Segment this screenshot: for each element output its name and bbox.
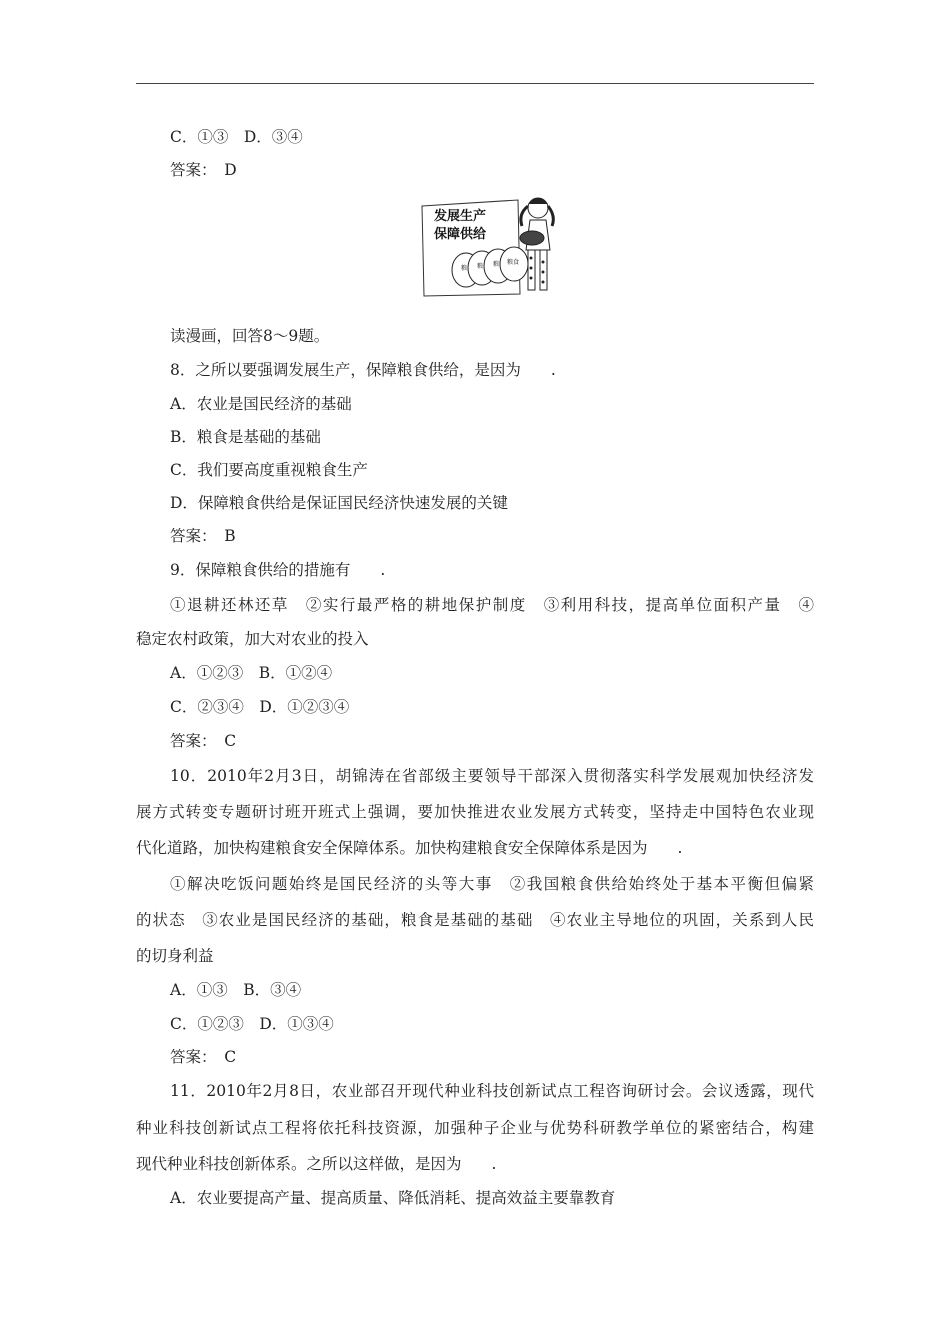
q11-stem-line3: 现代种业科技创新体系。之所以这样做，是因为 . [136,1155,497,1173]
q10-items-line1: ①解决吃饭问题始终是国民经济的头等大事 ②我国粮食供给始终处于基本平衡但偏紧 [170,875,814,893]
q8-stem-text: 8．之所以要强调发展生产，保障粮食供给，是因为 [170,361,521,379]
q9-items-line2: 稳定农村政策，加大对农业的投入 [136,630,369,648]
q8-option-b: B．粮食是基础的基础 [170,428,321,446]
q11-option-a: A．农业要提高产量、提高质量、降低消耗、提高效益主要靠教育 [170,1189,616,1207]
q9-stem: 9．保障粮食供给的措施有 . [170,561,386,579]
cartoon-image [420,188,556,298]
q9-stem-text: 9．保障粮食供给的措施有 [170,561,351,579]
q10-options-cd: C．①②③ D．①③④ [170,1015,334,1033]
bag-label-1: 粮 [461,265,468,272]
read-comic-intro: 读漫画，回答8～9题。 [170,327,330,345]
q9-answer: 答案： C [170,732,237,750]
grain-bags [452,247,528,287]
q10-options-ab: A．①③ B．③④ [170,981,302,999]
q11-stem-line1: 11．2010年2月8日，农业部召开现代种业科技创新试点工程咨询研讨会。会议透露，现代 [170,1082,814,1100]
q11-stem-line2: 种业科技创新试点工程将依托科技资源，加强种子企业与优势科研教学单位的紧密结合，构建 [136,1119,814,1137]
q8-option-d: D．保障粮食供给是保证国民经济快速发展的关键 [170,494,508,512]
q9-options-ab: A．①②③ B．①②④ [170,664,333,682]
header-rule [136,83,814,84]
q10-stem-line1: 10．2010年2月3日，胡锦涛在省部级主要领导干部深入贯彻落实科学发展观加快经济发 [170,767,814,785]
q9-items-line1: ①退耕还林还草 ②实行最严格的耕地保护制度 ③利用科技，提高单位面积产量 ④ [170,596,814,614]
q11-stem-line3-text: 现代种业科技创新体系。之所以这样做，是因为 [136,1155,462,1173]
q10-stem-line2: 展方式转变专题研讨班开班式上强调，要加快推进农业发展方式转变，坚持走中国特色农业现 [136,803,814,821]
bag-label-2: 粮 [477,263,484,270]
q10-stem-line3: 代化道路，加快构建粮食安全保障体系。加快构建粮食安全保障体系是因为 . [136,839,683,857]
q8-stem: 8．之所以要强调发展生产，保障粮食供给，是因为 . [170,361,556,379]
q10-items-line3: 的切身利益 [136,947,214,965]
q7-options-cd: C．①③ D．③④ [170,128,303,146]
bag-label-4: 粮食 [507,259,520,266]
q8-option-a: A．农业是国民经济的基础 [170,395,352,413]
q10-items-line2: 的状态 ③农业是国民经济的基础，粮食是基础的基础 ④农业主导地位的巩固，关系到人民 [136,911,814,929]
q10-answer: 答案： C [170,1048,237,1066]
cartoon-caption-line1: 发展生产 [434,209,487,224]
q9-options-cd: C．②③④ D．①②③④ [170,698,350,716]
girl-figure [520,198,553,290]
q8-answer: 答案： B [170,527,236,545]
q8-option-c: C．我们要高度重视粮食生产 [170,461,368,479]
bag-label-3: 粮 [493,261,500,268]
q10-stem-line3-text: 代化道路，加快构建粮食安全保障体系。加快构建粮食安全保障体系是因为 [136,839,648,857]
cartoon-caption-line2: 保障供给 [434,227,487,242]
q7-answer: 答案： D [170,161,237,179]
